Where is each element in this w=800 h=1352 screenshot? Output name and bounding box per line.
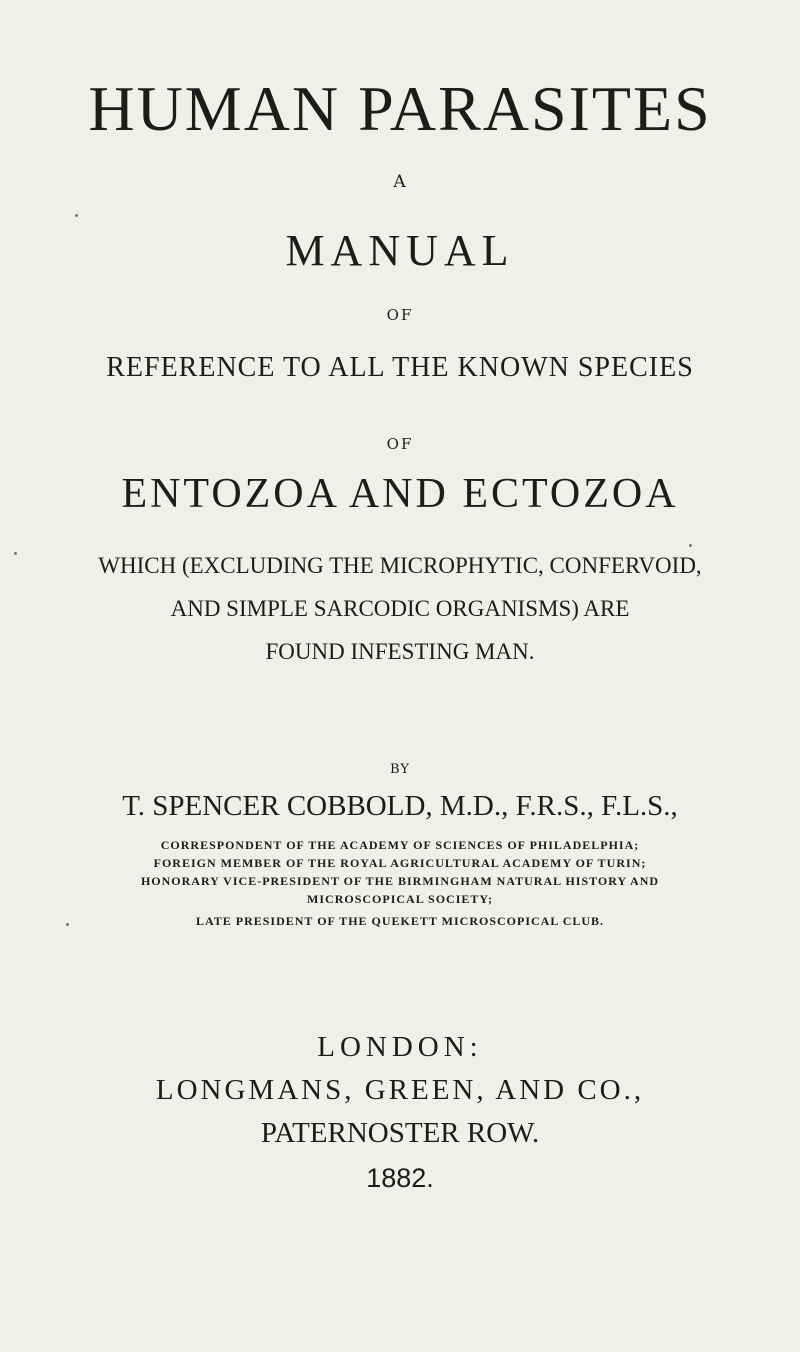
- by-label: BY: [390, 762, 410, 777]
- credential-line-5: LATE PRESIDENT OF THE QUEKETT MICROSCOPICAL CLUB.: [195, 914, 605, 928]
- description-line-1: WHICH (EXCLUDING THE MICROPHYTIC, CONFERVOID,: [98, 553, 702, 578]
- description-line-2: AND SIMPLE SARCODIC ORGANISMS) ARE: [170, 596, 630, 621]
- description-line-3: FOUND INFESTING MAN.: [265, 639, 535, 664]
- reference-line: REFERENCE TO ALL THE KNOWN SPECIES: [106, 352, 694, 383]
- credential-line-4: MICROSCOPICAL SOCIETY;: [307, 892, 493, 906]
- imprint-year: 1882.: [366, 1163, 434, 1193]
- imprint-city: LONDON:: [317, 1031, 483, 1063]
- credential-line-1: CORRESPONDENT OF THE ACADEMY OF SCIENCES OF PHILADELPHIA;: [160, 838, 640, 852]
- imprint-publisher: LONGMANS, GREEN, AND CO.,: [155, 1074, 645, 1106]
- print-speck: [689, 544, 692, 547]
- print-speck: [14, 552, 17, 555]
- article-a: A: [393, 172, 407, 192]
- subject-heading: ENTOZOA AND ECTOZOA: [121, 471, 679, 517]
- credential-line-2: FOREIGN MEMBER OF THE ROYAL AGRICULTURAL ACADEMY OF TURIN;: [153, 856, 647, 870]
- print-speck: [75, 214, 78, 217]
- manual-heading: MANUAL: [285, 226, 515, 275]
- of-connector-1: OF: [386, 306, 414, 324]
- credential-line-3: HONORARY VICE-PRESIDENT OF THE BIRMINGHAM NATURAL HISTORY AND: [140, 874, 660, 888]
- author-name: T. SPENCER COBBOLD, M.D., F.R.S., F.L.S.,: [122, 790, 678, 822]
- book-title: HUMAN PARASITES: [88, 73, 712, 144]
- print-speck: [66, 923, 69, 926]
- of-connector-2: OF: [386, 435, 414, 453]
- imprint-street: PATERNOSTER ROW.: [260, 1117, 540, 1149]
